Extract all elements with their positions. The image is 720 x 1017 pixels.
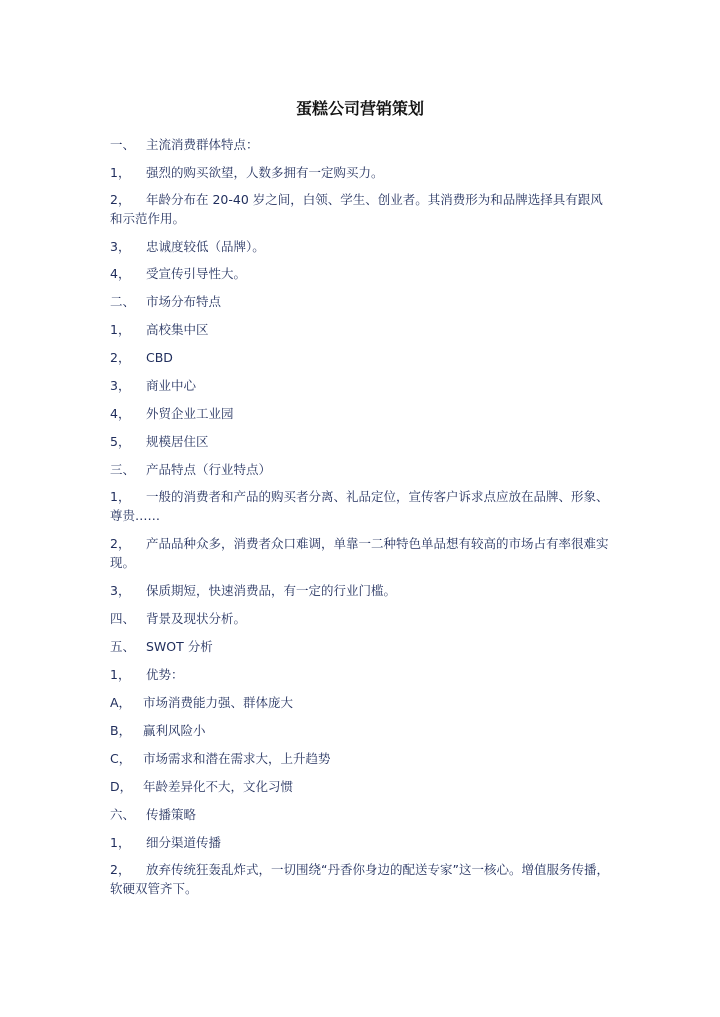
item-number: 2， <box>110 192 131 207</box>
section-heading-6 <box>110 805 615 824</box>
section-text: 背景及现状分析。 <box>146 611 247 626</box>
item-text: 赢利风险小 <box>143 723 206 738</box>
item-text: 外贸企业工业园 <box>146 406 234 421</box>
section-number: 三、 <box>110 462 136 477</box>
section-text: 传播策略 <box>146 807 197 822</box>
item-number: 4， <box>110 406 131 421</box>
list-item <box>110 777 615 796</box>
list-item <box>110 749 615 768</box>
item-letter: B， <box>110 723 132 738</box>
list-item <box>110 376 615 395</box>
item-text: 高校集中区 <box>146 322 209 337</box>
section-text: SWOT 分析 <box>146 639 213 654</box>
item-letter: C， <box>110 751 132 766</box>
section-text: 产品特点（行业特点） <box>146 462 272 477</box>
section-number: 四、 <box>110 611 136 626</box>
list-item <box>110 860 615 898</box>
document-title: 蛋糕公司营销策划 <box>295 99 424 118</box>
section-number: 六、 <box>110 807 136 822</box>
section-heading-2 <box>110 292 615 311</box>
item-text: 放弃传统狂轰乱炸式，一切围绕“丹香你身边的配送专家”这一核心。增值服务传播，软硬双管齐下。 <box>110 862 609 896</box>
item-number: 2， <box>110 862 131 877</box>
list-item <box>110 833 615 852</box>
item-text: 年龄差异化不大，文化习惯 <box>143 779 294 794</box>
item-text: 受宣传引导性大。 <box>146 266 247 281</box>
item-text: 忠诚度较低（品牌）。 <box>146 239 265 254</box>
item-text: 一般的消费者和产品的购买者分离、礼品定位，宣传客户诉求点应放在品牌、形象、尊贵…… <box>110 489 609 523</box>
item-number: 3， <box>110 583 131 598</box>
list-item <box>110 432 615 451</box>
section-heading-1 <box>110 135 615 154</box>
item-text: 市场消费能力强、群体庞大 <box>143 695 294 710</box>
item-number: 1， <box>110 667 131 682</box>
item-text: 保质期短，快速消费品，有一定的行业门槛。 <box>146 583 397 598</box>
item-number: 2， <box>110 350 131 365</box>
item-text: 优势： <box>146 667 184 682</box>
item-number: 1， <box>110 165 131 180</box>
item-number: 1， <box>110 322 131 337</box>
list-item <box>110 721 615 740</box>
list-item <box>110 348 615 367</box>
item-text: 细分渠道传播 <box>146 835 222 850</box>
list-item <box>110 163 615 182</box>
item-letter: D， <box>110 779 133 794</box>
item-text: 产品品种众多，消费者众口难调，单靠一二种特色单品想有较高的市场占有率很难实现。 <box>110 536 609 570</box>
list-item <box>110 581 615 600</box>
section-heading-4 <box>110 609 615 628</box>
list-item <box>110 264 615 283</box>
item-text: 强烈的购买欲望，人数多拥有一定购买力。 <box>146 165 384 180</box>
section-text: 主流消费群体特点： <box>146 137 259 152</box>
list-item <box>110 693 615 712</box>
item-text: 年龄分布在 20-40 岁之间，白领、学生、创业者。其消费形为和品牌选择具有跟风和示范作用。 <box>110 192 603 226</box>
item-number: 5， <box>110 434 131 449</box>
list-item <box>110 534 615 572</box>
section-heading-5 <box>110 637 615 656</box>
list-item <box>110 190 615 228</box>
item-letter: A， <box>110 695 132 710</box>
list-item <box>110 404 615 423</box>
list-item <box>110 237 615 256</box>
item-number: 3， <box>110 378 131 393</box>
item-number: 4， <box>110 266 131 281</box>
list-item <box>110 320 615 339</box>
section-number: 一、 <box>110 137 136 152</box>
section-text: 市场分布特点 <box>146 294 222 309</box>
item-number: 3， <box>110 239 131 254</box>
item-number: 2， <box>110 536 131 551</box>
item-text: 市场需求和潜在需求大，上升趋势 <box>143 751 331 766</box>
list-item <box>110 665 615 684</box>
item-text: CBD <box>146 350 173 365</box>
section-number: 五、 <box>110 639 136 654</box>
section-number: 二、 <box>110 294 136 309</box>
item-text: 商业中心 <box>146 378 197 393</box>
item-number: 1， <box>110 835 131 850</box>
list-item <box>110 487 615 525</box>
section-heading-3 <box>110 460 615 479</box>
item-text: 规模居住区 <box>146 434 209 449</box>
item-number: 1， <box>110 489 131 504</box>
